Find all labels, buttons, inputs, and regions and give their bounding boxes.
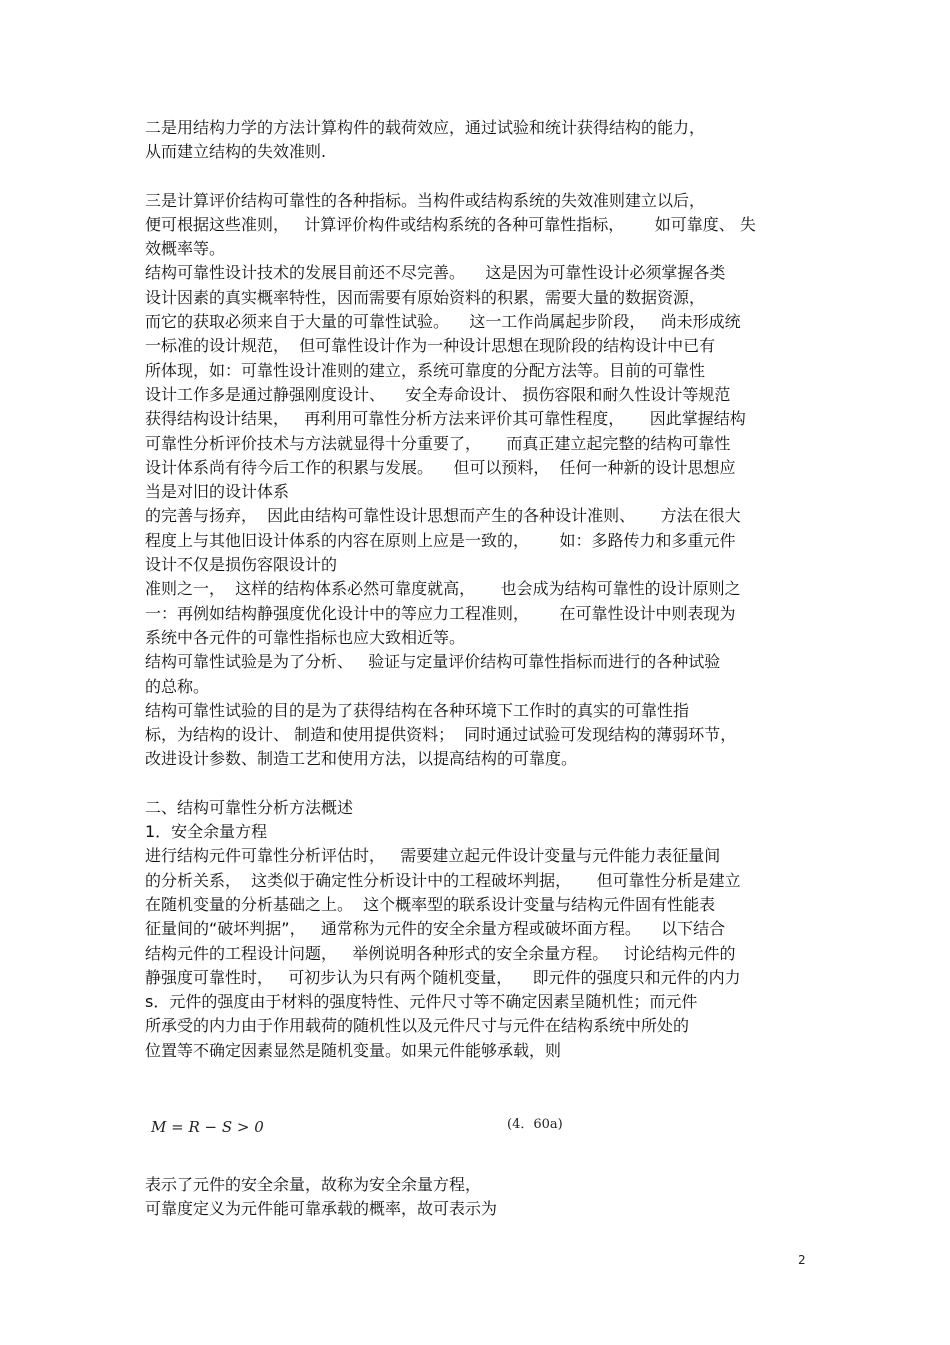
text-line: 系统中各元件的可靠性指标也应大致相近等。 <box>145 627 466 647</box>
text-line: 准则之一， 这样的结构体系必然可靠度就高， 也会成为结构可靠性的设计原则之 <box>145 579 741 599</box>
text-line: 从而建立结构的失效准则. <box>145 142 327 162</box>
formula-row <box>145 1115 825 1141</box>
text-line: 在随机变量的分析基础之上。 这个概率型的联系设计变量与结构元件固有性能表 <box>145 894 716 914</box>
text-line: 进行结构元件可靠性分析评估时， 需要建立起元件设计变量与元件能力表征量间 <box>145 846 721 866</box>
text-line: 结构可靠性试验是为了分析、 验证与定量评价结构可靠性指标而进行的各种试验 <box>145 652 721 672</box>
text-line: 获得结构设计结果， 再利用可靠性分析方法来评价其可靠性程度， 因此掌握结构 <box>145 409 746 429</box>
body-text <box>145 116 825 1222</box>
section-heading: 二、结构可靠性分析方法概述 <box>145 797 354 817</box>
text-line: 位置等不确定因素显然是随机变量。如果元件能够承载，则 <box>145 1040 562 1060</box>
page-number: 2 <box>798 1253 806 1267</box>
text-line: 三是计算评价结构可靠性的各种指标。当构件或结构系统的失效准则建立以后， <box>145 190 706 210</box>
text-line: 二是用结构力学的方法计算构件的载荷效应，通过试验和统计获得结构的能力， <box>145 118 706 137</box>
text-line: 设计体系尚有待今后工作的积累与发展。 但可以预料， 任何一种新的设计思想应 <box>145 457 736 477</box>
text-line: 一标准的设计规范， 但可靠性设计作为一种设计思想在现阶段的结构设计中已有 <box>145 336 716 356</box>
paragraph-group-4 <box>145 1173 825 1222</box>
paragraph-group-2 <box>145 189 825 772</box>
text-line: 便可根据这些准则， 计算评价构件或结构系统的各种可靠性指标， 如可靠度、 失 <box>145 214 756 234</box>
text-line: 效概率等。 <box>145 239 226 259</box>
text-line: s．元件的强度由于材料的强度特性、元件尺寸等不确定因素呈随机性；而元件 <box>145 992 698 1012</box>
text-line: 所承受的内力由于作用载荷的随机性以及元件尺寸与元件在结构系统中所处的 <box>145 1016 690 1036</box>
text-line: 改进设计参数、制造工艺和使用方法，以提高结构的可靠度。 <box>145 749 578 769</box>
text-line: 的分析关系， 这类似于确定性分析设计中的工程破坏判据， 但可靠性分析是建立 <box>145 870 741 890</box>
text-line: 所体现，如：可靠性设计准则的建立，系统可靠度的分配方法等。目前的可靠性 <box>145 360 706 380</box>
safety-margin-formula: M = R − S > 0 <box>151 1117 264 1136</box>
text-line: 表示了元件的安全余量，故称为安全余量方程， <box>145 1174 482 1194</box>
text-line: 可靠度定义为元件能可靠承载的概率，故可表示为 <box>145 1199 498 1219</box>
text-line: 而它的获取必须来自于大量的可靠性试验。 这一工作尚属起步阶段， 尚未形成统 <box>145 312 741 332</box>
text-line: 静强度可靠性时， 可初步认为只有两个随机变量， 即元件的强度只和元件的内力 <box>145 967 741 987</box>
text-line: 结构可靠性设计技术的发展目前还不尽完善。 这是因为可靠性设计必须掌握各类 <box>145 263 726 283</box>
text-line: 的完善与扬弃， 因此由结构可靠性设计思想而产生的各种设计准则、 方法在很大 <box>145 506 741 526</box>
paragraph-group-1 <box>145 116 825 165</box>
paragraph-group-3 <box>145 844 825 1063</box>
text-line: 当是对旧的设计体系 <box>145 482 290 502</box>
text-line: 结构元件的工程设计问题， 举例说明各种形式的安全余量方程。 讨论结构元件的 <box>145 943 736 963</box>
text-line: 设计不仅是损伤容限设计的 <box>145 555 338 575</box>
text-line: 设计因素的真实概率特性，因而需要有原始资料的积累，需要大量的数据资源， <box>145 287 706 307</box>
text-line: 一：再例如结构静强度优化设计中的等应力工程准则， 在可靠性设计中则表现为 <box>145 603 736 623</box>
subsection-heading: 1．安全余量方程 <box>145 822 268 842</box>
text-line: 结构可靠性试验的目的是为了获得结构在各种环境下工作时的真实的可靠性指 <box>145 700 690 720</box>
text-line: 程度上与其他旧设计体系的内容在原则上应是一致的， 如：多路传力和多重元件 <box>145 530 736 550</box>
text-line: 征量间的“破坏判据”， 通常称为元件的安全余量方程或破坏面方程。 以下结合 <box>145 919 726 939</box>
text-line: 的总称。 <box>145 676 210 696</box>
equation-number: (4．60a) <box>507 1116 563 1132</box>
text-line: 标，为结构的设计、 制造和使用提供资料； 同时通过试验可发现结构的薄弱环节， <box>145 725 737 745</box>
text-line: 设计工作多是通过静强刚度设计、 安全寿命设计、 损伤容限和耐久性设计等规范 <box>145 384 731 404</box>
text-line: 可靠性分析评价技术与方法就显得十分重要了， 而真正建立起完整的结构可靠性 <box>145 433 731 453</box>
